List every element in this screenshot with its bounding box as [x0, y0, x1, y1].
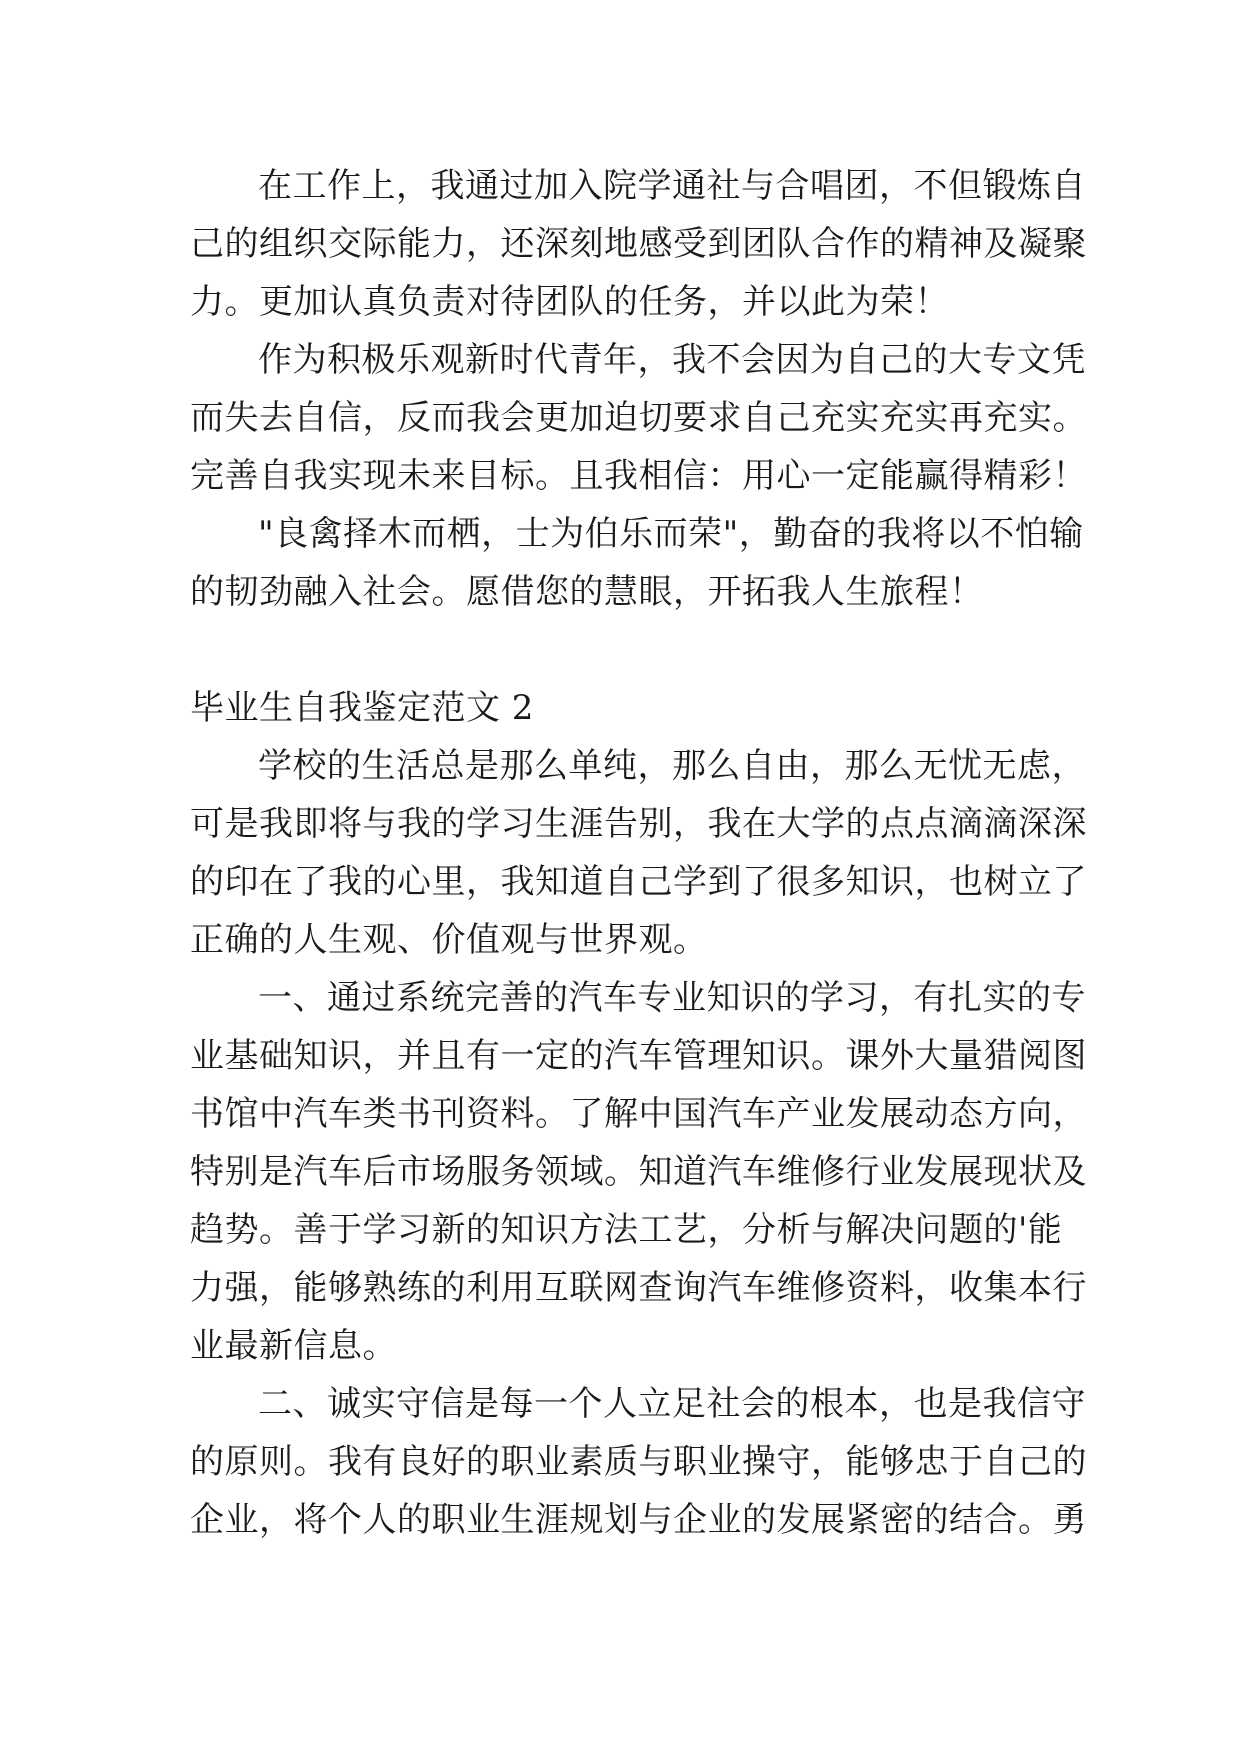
paragraph-line: 己的组织交际能力，还深刻地感受到团队合作的精神及凝聚	[190, 224, 1087, 264]
paragraph-line: 力。更加认真负责对待团队的任务，并以此为荣！	[190, 282, 949, 322]
paragraph-line: "良禽择木而栖，士为伯乐而荣"，勤奋的我将以不怕输	[258, 514, 1084, 554]
paragraph-line: 趋势。善于学习新的知识方法工艺，分析与解决问题的'能	[190, 1210, 1063, 1250]
paragraph-line: 力强，能够熟练的利用互联网查询汽车维修资料，收集本行	[190, 1268, 1087, 1308]
paragraph-line: 企业，将个人的职业生涯规划与企业的发展紧密的结合。勇	[190, 1500, 1087, 1540]
paragraph-line: 业基础知识，并且有一定的汽车管理知识。课外大量猎阅图	[190, 1036, 1087, 1076]
paragraph-line: 一、通过系统完善的汽车专业知识的学习，有扎实的专	[258, 978, 1086, 1018]
paragraph-line: 完善自我实现未来目标。且我相信：用心一定能赢得精彩！	[190, 456, 1087, 496]
paragraph-line: 的韧劲融入社会。愿借您的慧眼，开拓我人生旅程！	[190, 572, 984, 612]
paragraph-line: 正确的人生观、价值观与世界观。	[190, 920, 708, 960]
paragraph-line: 可是我即将与我的学习生涯告别，我在大学的点点滴滴深深	[190, 804, 1087, 844]
paragraph-line: 二、诚实守信是每一个人立足社会的根本，也是我信守	[258, 1384, 1086, 1424]
section-title: 毕业生自我鉴定范文 2	[190, 688, 534, 728]
paragraph-line: 的印在了我的心里，我知道自己学到了很多知识，也树立了	[190, 862, 1087, 902]
paragraph-line: 在工作上，我通过加入院学通社与合唱团，不但锻炼自	[258, 166, 1086, 206]
paragraph-line: 业最新信息。	[190, 1326, 397, 1366]
paragraph-line: 的原则。我有良好的职业素质与职业操守，能够忠于自己的	[190, 1442, 1087, 1482]
paragraph-line: 作为积极乐观新时代青年，我不会因为自己的大专文凭	[258, 340, 1086, 380]
paragraph-line: 书馆中汽车类书刊资料。了解中国汽车产业发展动态方向，	[190, 1094, 1087, 1134]
paragraph-line: 学校的生活总是那么单纯，那么自由，那么无忧无虑，	[258, 746, 1086, 786]
paragraph-line: 而失去自信，反而我会更加迫切要求自己充实充实再充实。	[190, 398, 1087, 438]
paragraph-line: 特别是汽车后市场服务领域。知道汽车维修行业发展现状及	[190, 1152, 1087, 1192]
